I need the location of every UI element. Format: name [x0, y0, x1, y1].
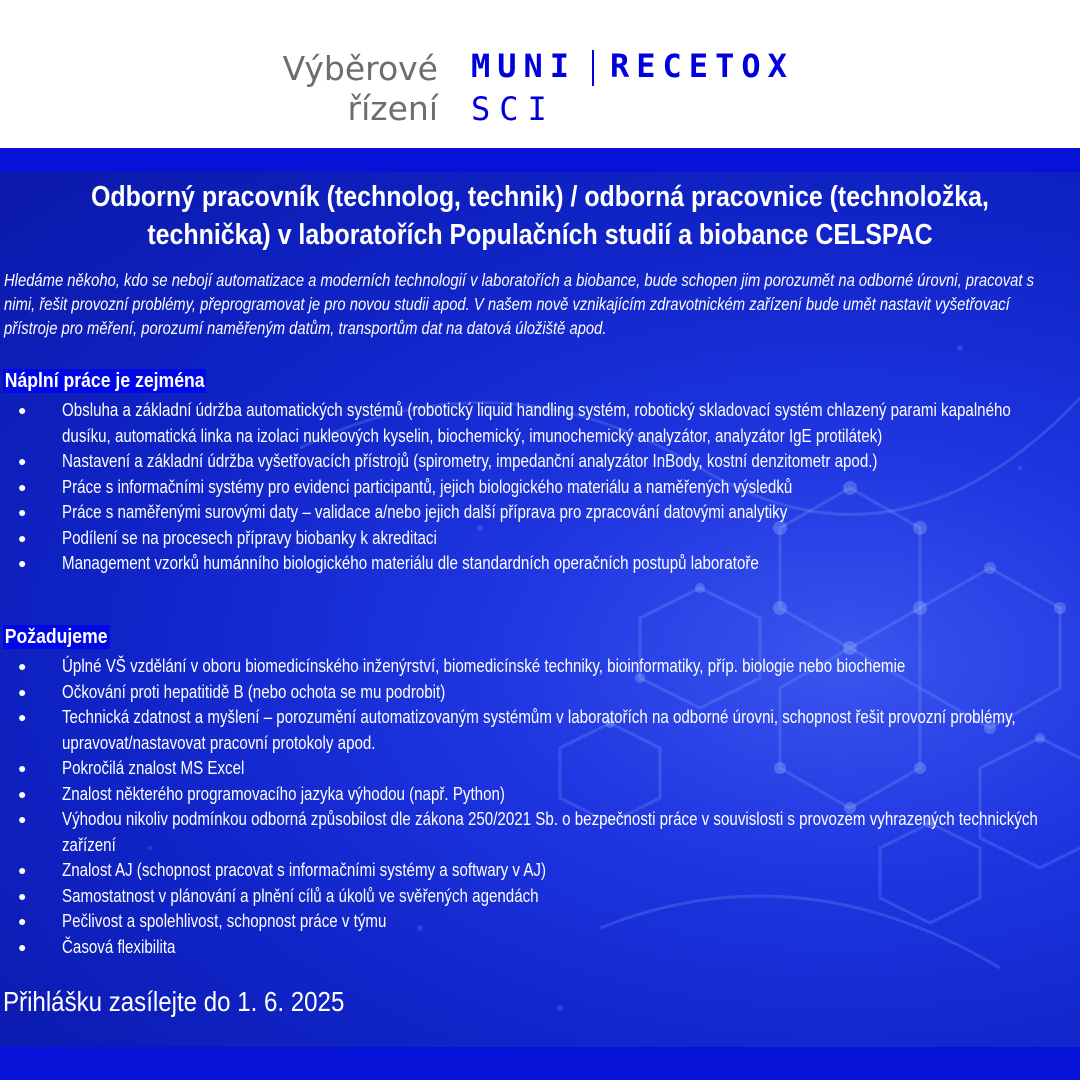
list-item: [0, 475, 1080, 501]
list-item-text: Práce s naměřenými surovými daty – validace a/nebo jejich další příprava pro zpracování datovými analytiky: [62, 502, 788, 522]
list-item: [0, 935, 1080, 961]
bullet-icon: ●: [18, 402, 27, 418]
bullet-icon: ●: [18, 785, 27, 802]
list-item-text: Nastavení a základní údržba vyšetřovacích přístrojů (spirometry, impedanční analyzátor InBody, kostní denzitometr apod.): [62, 451, 878, 471]
list-item: [0, 705, 1080, 756]
bullet-icon: ●: [18, 811, 27, 827]
section-heading-duties: Náplní práce je zejména: [4, 369, 205, 392]
list-item-text: Management vzorků humánního biologického materiálu dle standardních operačních postupů laboratoře: [62, 553, 759, 573]
bullet-icon: ●: [18, 862, 27, 878]
list-item-text: Obsluha a základní údržba automatických systémů (robotický liquid handling systém, robotický skladovací systém chlazený parami kapalného dusíku, automatická linka na izolaci nukleových kyselin, biochemický, imunochemický analyzátor, analyzátor IgE protilátek): [62, 400, 1011, 446]
logo-recetox: RECETOX: [610, 47, 794, 85]
list-item-text: Časová flexibilita: [62, 936, 176, 957]
list-item: [0, 526, 1080, 552]
list-item-text: Znalost AJ (schopnost pracovat s informačními systémy a softwary v AJ): [62, 860, 547, 880]
logo-separator: [592, 50, 594, 86]
header-label-line1: Výběrové: [282, 49, 438, 88]
list-item: [0, 884, 1080, 910]
list-item: [0, 909, 1080, 935]
list-item-text: Znalost některého programovacího jazyka výhodou (např. Python): [62, 783, 505, 804]
list-item: [0, 551, 1080, 577]
list-item: [0, 398, 1080, 449]
header-label-line2: řízení: [347, 89, 438, 128]
list-item: [0, 654, 1080, 680]
list-item-text: Očkování proti hepatitidě B (nebo ochota se mu podrobit): [62, 681, 446, 702]
list-item-text: Pokročilá znalost MS Excel: [62, 758, 245, 778]
logo-muni: MUNI: [471, 47, 577, 85]
list-item-text: Výhodou nikoliv podmínkou odborná způsobilost dle zákona 250/2021 Sb. o bezpečnosti práce v souvislosti s provozem vyhrazených technických zařízení: [62, 809, 1038, 855]
bullet-icon: ●: [18, 504, 27, 520]
bullet-icon: ●: [18, 887, 27, 904]
bullet-icon: ●: [18, 760, 27, 776]
list-item: [0, 807, 1080, 858]
list-item: [0, 782, 1080, 808]
list-item: [0, 756, 1080, 782]
requirements-list: [0, 654, 1080, 960]
logo-sci: SCI: [471, 90, 556, 128]
list-item-text: Pečlivost a spolehlivost, schopnost práce v týmu: [62, 911, 387, 931]
bottom-band: [0, 1047, 1080, 1080]
bullet-icon: ●: [18, 555, 27, 571]
bullet-icon: ●: [18, 478, 27, 495]
list-item: [0, 680, 1080, 706]
top-band: [0, 148, 1080, 172]
bullet-icon: ●: [18, 658, 27, 674]
bullet-icon: ●: [18, 913, 27, 929]
list-item-text: Úplné VŠ vzdělání v oboru biomedicínského inženýrství, biomedicínské techniky, bioinformatiky, příp. biologie nebo biochemie: [62, 656, 906, 676]
bullet-icon: ●: [18, 453, 27, 469]
header-bar: [0, 0, 1080, 148]
duties-list: [0, 398, 1080, 577]
list-item: [0, 500, 1080, 526]
list-item-text: Práce s informačními systémy pro evidenci participantů, jejich biologického materiálu a naměřených výsledků: [62, 476, 793, 497]
bullet-icon: ●: [18, 938, 27, 955]
list-item-text: Technická zdatnost a myšlení – porozumění automatizovaným systémům v laboratořích na odborné úrovni, schopnost řešit provozní problémy, upravovat/nastavovat pracovní protokoly apod.: [62, 707, 1016, 753]
list-item: [0, 449, 1080, 475]
list-item-text: Samostatnost v plánování a plnění cílů a úkolů ve svěřených agendách: [62, 885, 539, 906]
bullet-icon: ●: [18, 683, 27, 700]
job-title: Odborný pracovník (technolog, technik) / odborná pracovnice (technoložka, technička) v laboratořích Populačních studií a biobance CELSPAC: [91, 181, 989, 251]
list-item: [0, 858, 1080, 884]
application-deadline: Přihlášku zasílejte do 1. 6. 2025: [3, 986, 345, 1017]
bullet-icon: ●: [18, 529, 27, 546]
section-heading-requirements: Požadujeme: [4, 625, 108, 648]
list-item-text: Podílení se na procesech přípravy biobanky k akreditaci: [62, 527, 437, 548]
intro-paragraph: Hledáme někoho, kdo se nebojí automatizace a moderních technologií v laboratořích a biobance, bude schopen jim porozumět na odborné úrovni, pracovat s nimi, řešit provozní problémy, přeprogramovat je pro novou studii apod. V našem nově vznikajícím zdravotnickém zařízení bude umět nastavit vyšetřovací přístroje pro měření, porozumí naměřeným datům, transportům dat na datová úložiště apod.: [4, 270, 1035, 338]
bullet-icon: ●: [18, 709, 27, 725]
